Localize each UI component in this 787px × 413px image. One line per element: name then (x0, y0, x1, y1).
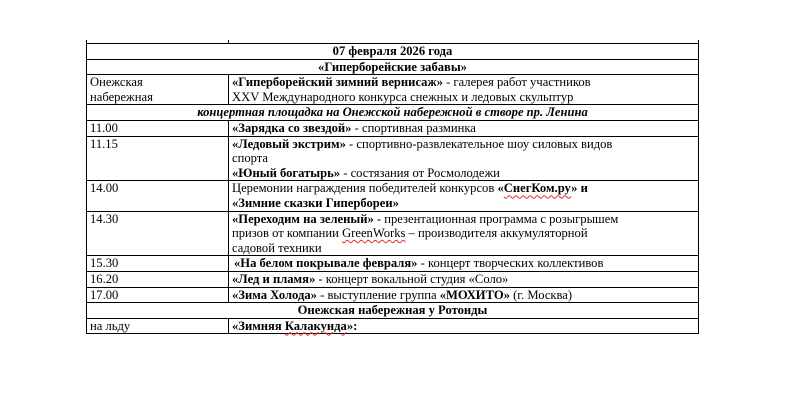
event-desc: XXV Международного конкурса снежных и ледовых скульптур (232, 89, 574, 104)
event-desc: – производителя аккумуляторной (405, 226, 588, 241)
section-header-row (87, 59, 699, 75)
event-desc: призов от компании (232, 226, 343, 241)
event-cell (229, 136, 699, 181)
event-title-open: «Зимняя (232, 318, 285, 333)
event-title: «Зарядка со звездой» (232, 120, 352, 135)
event-desc: - галерея работ участников (442, 75, 591, 90)
band-name: «МОХИТО» (439, 287, 510, 302)
table-row (87, 75, 699, 105)
time-cell: 17.00 (87, 287, 229, 303)
table-row (87, 256, 699, 272)
table-row (87, 271, 699, 287)
event-cell (229, 256, 699, 272)
table-row (87, 181, 699, 211)
event-cell (229, 181, 699, 211)
place-cell: на льду (87, 318, 229, 334)
section-header-row (87, 105, 699, 121)
section-header-row (87, 303, 699, 319)
place-cell (87, 75, 229, 105)
event-desc: - концерт вокальной студия «Соло» (315, 271, 509, 286)
table-row (87, 318, 699, 334)
event-cell (229, 120, 699, 136)
event-desc: - выступление группа (316, 287, 440, 302)
event-title-close: »: (346, 318, 358, 333)
event-title: «Лед и пламя» (232, 271, 316, 286)
event-cell (229, 318, 699, 334)
event-title: «Зима Холода» (232, 287, 317, 302)
schedule-table (86, 40, 699, 334)
event-desc: - концерт творческих коллективов (417, 256, 604, 271)
event-cell (229, 75, 699, 105)
table-row (87, 120, 699, 136)
place-line: Онежская (90, 75, 143, 90)
event-title-close: » и (571, 181, 588, 196)
event-title: «Юный богатырь» (232, 165, 341, 180)
event-cell (229, 287, 699, 303)
event-desc: - презентационная программа с розыгрышем (373, 211, 619, 226)
event-cell (229, 211, 699, 256)
event-title-spellmarked: Калакунда (284, 318, 347, 333)
table-row (87, 211, 699, 256)
event-title-open: « (497, 181, 504, 196)
event-title: «Зимние сказки Гипербореи» (232, 195, 399, 210)
table-row (87, 287, 699, 303)
event-title: «Ледовый экстрим» (232, 136, 346, 151)
event-title: «Переходим на зеленый» (232, 211, 374, 226)
section-title-rotunda: Онежская набережная у Ротонды (87, 303, 699, 319)
event-desc: - спортивная разминка (351, 120, 476, 135)
time-cell: 11.00 (87, 120, 229, 136)
event-cell (229, 271, 699, 287)
schedule-document (86, 40, 699, 334)
company-name: GreenWorks (342, 226, 406, 241)
event-title: «На белом покрывале февраля» (234, 256, 418, 271)
place-line: набережная (90, 89, 153, 104)
time-cell: 11.15 (87, 136, 229, 181)
event-desc: спорта (232, 151, 269, 166)
event-desc: - состязания от Росмолодежи (340, 165, 500, 180)
time-cell: 15.30 (87, 256, 229, 272)
section-title-hyperborean: «Гиперборейские забавы» (87, 59, 699, 75)
event-desc: (г. Москва) (509, 287, 573, 302)
section-title-concert-stage: концертная площадка на Онежской набережной в створе пр. Ленина (87, 105, 699, 121)
event-desc: садовой техники (232, 240, 322, 255)
time-cell: 16.20 (87, 271, 229, 287)
date-header: 07 февраля 2026 года (87, 44, 699, 60)
time-cell: 14.00 (87, 181, 229, 211)
time-cell: 14.30 (87, 211, 229, 256)
date-header-row (87, 44, 699, 60)
table-row (87, 136, 699, 181)
event-title: «Гиперборейский зимний вернисаж» (232, 75, 443, 90)
event-title-spellmarked: СнегКом.ру (503, 181, 572, 196)
event-desc: - спортивно-развлекательное шоу силовых видов (345, 136, 613, 151)
event-desc: Церемонии награждения победителей конкурсов (232, 181, 498, 196)
